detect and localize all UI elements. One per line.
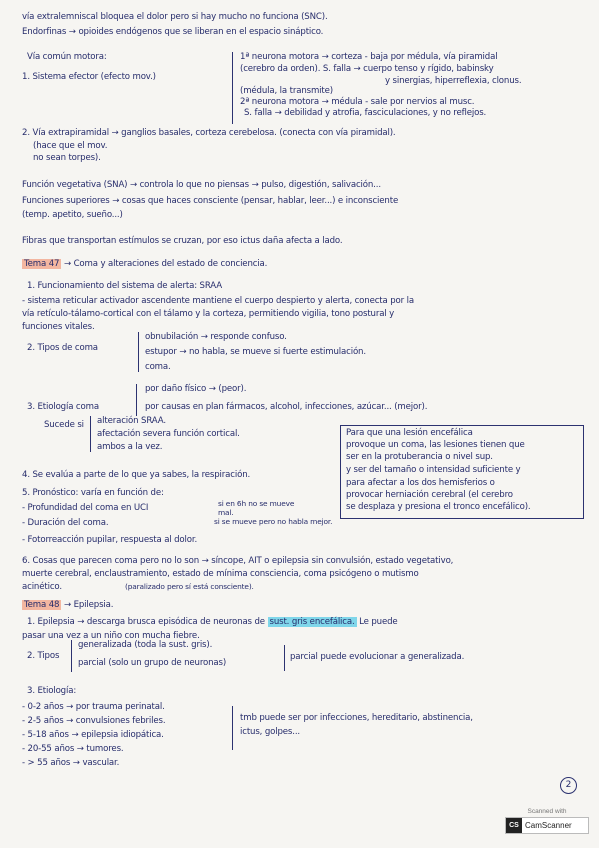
note-line: tmb puede ser por infecciones, hereditario, abstinencia, xyxy=(240,713,473,723)
topic-heading xyxy=(22,600,113,611)
watermark-caption: Scanned with xyxy=(527,808,567,815)
note-line: Sucede si xyxy=(44,420,84,430)
page-number: 2 xyxy=(560,777,577,794)
note-line: - 0-2 años → por trauma perinatal. xyxy=(22,702,165,712)
note-line: - 2-5 años → convulsiones febriles. xyxy=(22,716,166,726)
topic-heading xyxy=(22,259,267,270)
camscanner-icon: CS xyxy=(506,818,522,833)
topic-title: → Coma y alteraciones del estado de conciencia. xyxy=(63,259,268,269)
note-text: Le puede xyxy=(359,617,398,627)
brace xyxy=(138,332,139,372)
boxed-note-line: ser en la protuberancia o nivel sup. xyxy=(346,452,493,462)
note-line: si en 6h no se mueve xyxy=(218,499,295,508)
note-line: 2. Tipos de coma xyxy=(27,343,98,353)
note-line: 1. Sistema efector (efecto mov.) xyxy=(22,72,156,82)
note-line: - sistema reticular activador ascendente mantiene el cuerpo despierto y alerta, conecta por la xyxy=(22,296,414,306)
note-line: Fibras que transportan estímulos se cruzan, por eso ictus daña afecta a lado. xyxy=(22,236,343,246)
note-line: si se mueve pero no habla mejor. xyxy=(214,517,333,526)
watermark-logo xyxy=(505,817,589,834)
note-line: ictus, golpes... xyxy=(240,727,300,737)
topic-number-highlight: Tema 48 xyxy=(24,600,60,610)
note-line: ambos a la vez. xyxy=(97,442,163,452)
watermark-brand: CamScanner xyxy=(525,821,572,830)
topic-number-highlight: Tema 47 xyxy=(24,259,60,269)
note-line: afectación severa función cortical. xyxy=(97,429,240,439)
note-line: generalizada (toda la sust. gris). xyxy=(78,640,213,650)
note-line: - > 55 años → vascular. xyxy=(22,758,120,768)
note-text: 1. Epilepsia → descarga brusca episódica de neuronas de xyxy=(27,617,265,627)
note-line: S. falla → debilidad y atrofia, fasciculaciones, y no reflejos. xyxy=(244,108,487,118)
note-line: - 20-55 años → tumores. xyxy=(22,744,124,754)
note-line: 2. Tipos xyxy=(27,651,60,661)
note-line: (médula, la transmite) xyxy=(240,86,333,96)
boxed-note-line: provocar herniación cerebral (el cerebro xyxy=(346,490,513,500)
note-line: 2. Vía extrapiramidal → ganglios basales, corteza cerebelosa. (conecta con vía piramidal). xyxy=(22,128,396,138)
note-line: (cerebro da orden). S. falla → cuerpo tenso y rígido, babinsky xyxy=(240,64,494,74)
note-line: 1ª neurona motora → corteza - baja por médula, vía piramidal xyxy=(240,52,498,62)
section-heading: Vía común motora: xyxy=(27,52,107,62)
note-line: estupor → no habla, se mueve si fuerte estimulación. xyxy=(145,347,366,357)
brace xyxy=(71,640,72,672)
note-line: 2ª neurona motora → médula - sale por nervios al musc. xyxy=(240,97,475,107)
note-line: 5. Pronóstico: varía en función de: xyxy=(22,488,164,498)
note-line: obnubilación → responde confuso. xyxy=(145,332,287,342)
note-line: (temp. apetito, sueño...) xyxy=(22,210,123,220)
note-line: 1. Funcionamiento del sistema de alerta: SRAA xyxy=(27,281,222,291)
note-line: (paralizado pero sí está consciente). xyxy=(125,582,254,591)
note-line: - 5-18 años → epilepsia idiopática. xyxy=(22,730,164,740)
note-line: 4. Se evalúa a parte de lo que ya sabes, la respiración. xyxy=(22,470,251,480)
note-line: acinético. xyxy=(22,582,62,592)
note-line xyxy=(27,617,398,628)
note-line: alteración SRAA. xyxy=(97,416,166,426)
note-line: muerte cerebral, enclaustramiento, estado de mínima consciencia, coma psicógeno o mutismo xyxy=(22,569,419,579)
note-line: 3. Etiología coma xyxy=(27,402,99,412)
brace xyxy=(232,52,233,124)
note-line: (hace que el mov. xyxy=(33,141,108,151)
note-line: no sean torpes). xyxy=(33,153,101,163)
note-line: - Profundidad del coma en UCI xyxy=(22,503,149,513)
note-line: mal. xyxy=(218,508,234,517)
note-line: parcial puede evolucionar a generalizada. xyxy=(290,652,465,662)
note-line: vía extralemniscal bloquea el dolor pero si hay mucho no funciona (SNC). xyxy=(22,12,328,22)
note-line: parcial (solo un grupo de neuronas) xyxy=(78,658,227,668)
brace xyxy=(90,416,91,452)
brace xyxy=(284,645,285,671)
note-line: coma. xyxy=(145,362,171,372)
note-line: por daño físico → (peor). xyxy=(145,384,247,394)
note-line: Endorfinas → opioides endógenos que se liberan en el espacio sináptico. xyxy=(22,27,324,37)
note-line: vía retículo-tálamo-cortical con el tálamo y la corteza, permitiendo vigilia, tono postural y xyxy=(22,309,395,319)
note-line: 6. Cosas que parecen coma pero no lo son → síncope, AIT o epilepsia sin convulsión, estado vegetativo, xyxy=(22,556,454,566)
note-line: Funciones superiores → cosas que haces consciente (pensar, hablar, leer...) e inconsciente xyxy=(22,196,399,206)
boxed-note-line: y ser del tamaño o intensidad suficiente y xyxy=(346,465,521,475)
note-line: por causas en plan fármacos, alcohol, infecciones, azúcar... (mejor). xyxy=(145,402,428,412)
note-line: funciones vitales. xyxy=(22,322,95,332)
note-line: - Fotorreacción pupilar, respuesta al dolor. xyxy=(22,535,198,545)
note-line: 3. Etiología: xyxy=(27,686,77,696)
boxed-note-line: para afectar a los dos hemisferios o xyxy=(346,478,495,488)
note-line: pasar una vez a un niño con mucha fiebre. xyxy=(22,631,200,641)
note-line: Función vegetativa (SNA) → controla lo que no piensas → pulso, digestión, salivación... xyxy=(22,180,381,190)
topic-title: → Epilepsia. xyxy=(63,600,114,610)
brace xyxy=(232,706,233,750)
note-line: y sinergias, hiperreflexia, clonus. xyxy=(385,76,522,86)
camscanner-watermark xyxy=(505,808,589,838)
note-line: - Duración del coma. xyxy=(22,518,109,528)
brace xyxy=(136,384,137,416)
term-highlight: sust. gris encefálica. xyxy=(269,617,355,627)
boxed-note-line: provoque un coma, las lesiones tienen que xyxy=(346,440,525,450)
boxed-note-line: se desplaza y presiona el tronco encefálico). xyxy=(346,502,531,512)
boxed-note-line: Para que una lesión encefálica xyxy=(346,428,473,438)
